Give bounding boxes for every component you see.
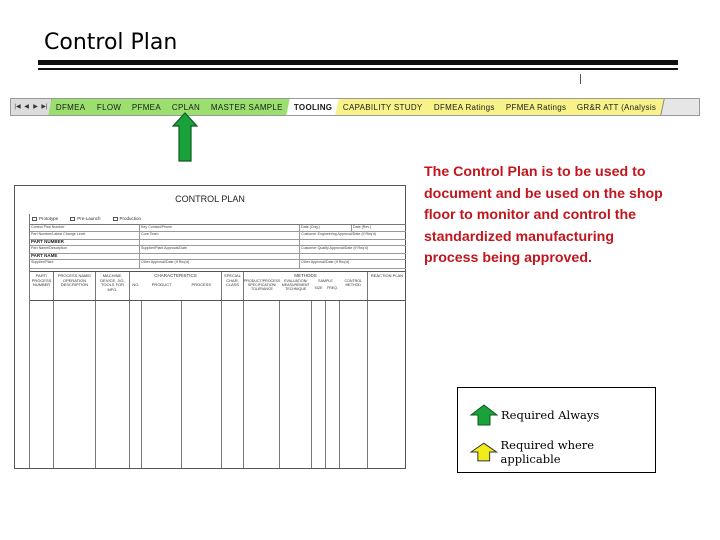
- sheet-tab-label: CAPABILITY STUDY: [343, 102, 424, 112]
- header-cell: [140, 254, 300, 259]
- column-header: PROCESS NAME/ OPERATION DESCRIPTION: [54, 272, 96, 300]
- form-title: CONTROL PLAN: [175, 194, 245, 204]
- checkbox-prototype: [32, 216, 58, 221]
- description-text: The Control Plan is to be used to document and be used on the shop floor to monitor and control the standardized manufacturing process being approved.: [424, 164, 663, 267]
- characteristics-group: [130, 272, 222, 300]
- checkbox-label: Pre-Launch: [77, 216, 101, 221]
- sheet-tab-capability-study[interactable]: [336, 99, 432, 115]
- header-row: [30, 246, 406, 254]
- header-row: [30, 260, 406, 269]
- sheet-tab-flow[interactable]: [89, 99, 130, 115]
- sheet-tab-tooling[interactable]: [286, 99, 341, 115]
- column-header: NO.: [132, 282, 140, 287]
- checkbox-icon: [113, 217, 118, 221]
- checkbox-label: Production: [119, 216, 142, 221]
- sample-group: [311, 279, 339, 291]
- green-up-arrow-icon: [172, 112, 198, 162]
- header-cell: Part Name/Description: [30, 246, 140, 253]
- sheet-tab-label: MASTER SAMPLE: [211, 102, 283, 112]
- checkbox-label: Prototype: [39, 216, 59, 221]
- first-sheet-icon[interactable]: |◀: [14, 103, 21, 110]
- group-label: METHODS: [294, 273, 317, 278]
- prev-sheet-icon[interactable]: ◀: [24, 103, 29, 110]
- form-header-grid: [30, 224, 406, 270]
- header-cell: Supplier/Plant: [30, 260, 140, 268]
- column-header: PRODUCT: [151, 282, 172, 287]
- group-label: SAMPLE: [318, 279, 333, 283]
- slide-title: Control Plan: [44, 30, 178, 55]
- column-header: SIZE: [314, 286, 323, 290]
- sheet-tab-bar: [10, 98, 700, 116]
- sheet-tab-grr-att[interactable]: [570, 99, 666, 115]
- header-cell: Part Number/Latest Change Level: [30, 232, 140, 239]
- checkbox-pre-launch: [70, 216, 100, 221]
- header-cell: [140, 240, 300, 245]
- next-sheet-icon[interactable]: ▶: [33, 103, 38, 110]
- column-header: FREQ.: [326, 286, 338, 290]
- tab-scroll-controls: [11, 99, 52, 115]
- form-column-headers: [30, 271, 406, 301]
- header-row: [30, 232, 406, 240]
- sheet-tab-label: CPLAN: [171, 102, 201, 112]
- sheet-tab-label: DFMEA Ratings: [434, 102, 495, 112]
- legend-label: Required where applicable: [500, 438, 595, 466]
- sheet-tab-master-sample[interactable]: [203, 99, 291, 115]
- sheet-tab-label: TOOLING: [293, 102, 333, 112]
- green-arrow-icon: [470, 404, 498, 426]
- header-cell: Control Plan Number: [30, 225, 140, 231]
- header-cell: Customer Quality Approval/Date (If Req'd): [301, 246, 368, 250]
- header-cell: Date (Orig.): [300, 225, 352, 231]
- column-header: MACHINE, DEVICE, JIG, TOOLS FOR MFG.: [96, 272, 130, 300]
- header-cell: Other Approval/Date (If Req'd): [301, 260, 350, 264]
- column-header: PART/ PROCESS NUMBER: [30, 272, 54, 300]
- form-body: [29, 214, 405, 468]
- yellow-arrow-icon: [470, 442, 498, 462]
- sheet-tab-label: PFMEA Ratings: [505, 102, 567, 112]
- sheet-tab-pfmea-ratings[interactable]: [498, 99, 575, 115]
- title-rule-thin: [38, 68, 678, 70]
- ruler-tick: [580, 74, 581, 84]
- legend-item-required-always: [470, 404, 599, 426]
- header-cell: Other Approval/Date (If Req'd): [140, 260, 300, 268]
- legend-box: [457, 387, 656, 473]
- sheet-tab-dfmea[interactable]: [48, 99, 94, 115]
- sheet-tab-label: GR&R ATT (Analysis: [577, 102, 657, 112]
- header-cell: Key Contact/Phone: [140, 225, 300, 231]
- last-sheet-icon[interactable]: ▶|: [41, 103, 48, 110]
- sheet-tab-label: FLOW: [96, 102, 121, 112]
- plan-phase-checkboxes: [32, 216, 141, 221]
- column-header: PRODUCT/PROCESS SPECIFICATION/ TOLERANCE: [244, 279, 281, 291]
- header-cell: Date (Rev.): [353, 225, 372, 229]
- column-header: SPECIAL CHAR. CLASS: [222, 272, 244, 300]
- part-number-value: PART NUMBER: [31, 240, 64, 244]
- group-label: CHARACTERISTICS: [154, 273, 197, 278]
- header-row: [30, 225, 406, 232]
- header-cell: [30, 240, 140, 245]
- header-cell: [300, 254, 406, 259]
- methods-group: [244, 272, 368, 300]
- legend-item-required-where-applicable: [470, 438, 655, 466]
- title-rule-thick: [38, 60, 678, 65]
- header-cell: [300, 240, 406, 245]
- control-plan-form-preview: [14, 185, 406, 469]
- column-header: REACTION PLAN: [370, 273, 404, 278]
- legend-label: Required Always: [501, 408, 600, 422]
- header-cell: Supplier/Plant Approval/Date: [140, 246, 300, 253]
- header-cell: Customer Engineering Approval/Date (If Req'd): [301, 232, 376, 236]
- checkbox-icon: [70, 217, 75, 221]
- checkbox-icon: [32, 217, 37, 221]
- header-cell: Core Team: [140, 232, 300, 239]
- checkbox-production: [113, 216, 142, 221]
- sheet-tab-label: DFMEA: [56, 102, 86, 112]
- sheet-tab-dfmea-ratings[interactable]: [426, 99, 503, 115]
- sheet-tab-pfmea[interactable]: [124, 99, 169, 115]
- header-cell: [30, 254, 140, 259]
- part-name-value: PART NAME: [31, 254, 58, 258]
- column-header: PROCESS: [191, 282, 211, 287]
- form-column-body: [30, 301, 406, 468]
- column-header: CONTROL METHOD: [344, 279, 363, 287]
- sheet-tab-label: PFMEA: [131, 102, 161, 112]
- column-header: EVALUATION/ MEASUREMENT TECHNIQUE: [281, 279, 310, 291]
